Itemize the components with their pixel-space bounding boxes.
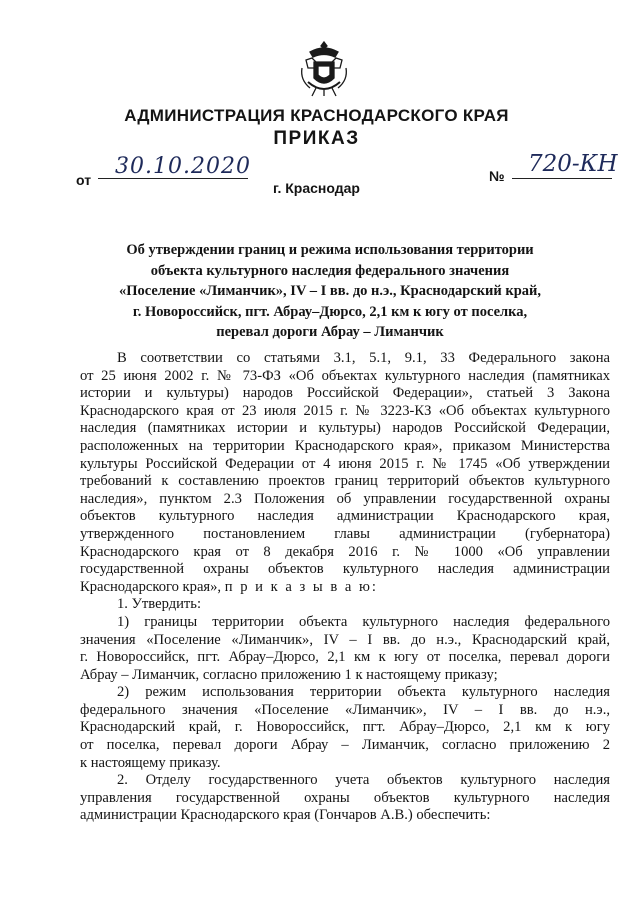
city-name: г. Краснодар: [273, 180, 360, 196]
order-word: п р и к а з ы в а ю:: [224, 578, 378, 595]
body-line: культуры Российской Федерации от 4 июня 2015 г. № 1745 «Об утверждении: [80, 455, 610, 472]
title-line: «Поселение «Лиманчик», IV – I вв. до н.э., Краснодарский край,: [118, 283, 542, 299]
preamble-end: Краснодарского края»,: [80, 578, 222, 595]
item-1-2-line: от поселка, перевал дороги Абрау – Лиманчик, согласно приложению 2: [80, 737, 610, 754]
order-body: [80, 350, 610, 825]
body-line: требований к составлению проектов границ территорий объектов культурного: [80, 473, 610, 490]
item-1-2-line: федерального значения «Поселение «Лиманчик», IV – I вв. до н.э.,: [80, 701, 610, 718]
item-1-1-line: Абрау – Лиманчик, согласно приложению 1 к настоящему приказу;: [80, 666, 498, 683]
number-value-handwritten: 720-КН: [528, 151, 618, 177]
document-type: ПРИКАЗ: [273, 128, 360, 149]
number-underline: [512, 178, 612, 179]
item-1-1-line: г. Новороссийск, пгт. Абрау–Дюрсо, 2,1 км к югу от поселка, перевал дороги: [80, 649, 610, 666]
title-line: Об утверждении границ и режима использования территории: [126, 242, 534, 258]
date-value-handwritten: 30.10.2020: [115, 154, 251, 179]
item-1-1-line: значения «Поселение «Лиманчик», IV – I вв. до н.э., Краснодарский край,: [80, 631, 610, 648]
body-line: объектов культурного наследия администрации Краснодарского края,: [80, 508, 610, 525]
body-line: от 25 июня 2002 г. № 73-ФЗ «Об объектах культурного наследия (памятниках: [80, 367, 610, 384]
body-line: наследия (памятниках истории и культуры) народов Российской Федерации,: [80, 420, 610, 437]
item-1-2-line: к настоящему приказу.: [80, 754, 221, 771]
body-line: наследия», пунктом 2.3 Положения об управлении государственной охраны: [80, 490, 610, 507]
number-label: №: [489, 168, 505, 184]
body-line: утвержденного постановлением главы администрации (губернатора): [80, 525, 610, 542]
item-2-line: 2. Отделу государственного учета объектов культурного наследия: [117, 772, 610, 789]
coat-of-arms-emblem: [296, 38, 352, 98]
item-1-1-line: 1) границы территории объекта культурного наследия федерального: [117, 613, 610, 630]
item-1-2-line: Краснодарский край, г. Новороссийск, пгт. Абрау–Дюрсо, 2,1 км к югу: [80, 719, 610, 736]
item-2-line: администрации Краснодарского края (Гончаров А.В.) обеспечить:: [80, 807, 491, 824]
title-line: объекта культурного наследия федерального значения: [150, 262, 510, 279]
body-line: Краснодарского края от 8 декабря 2016 г. № 1000 «Об управлении: [80, 543, 610, 560]
organization-name: АДМИНИСТРАЦИЯ КРАСНОДАРСКОГО КРАЯ: [124, 106, 509, 125]
body-line: расположенных на территории Краснодарского края», приказом Министерства: [80, 437, 610, 454]
item-1-heading: 1. Утвердить:: [117, 596, 202, 613]
order-title: [100, 240, 560, 343]
body-line: Краснодарского края от 23 июля 2015 г. № 3223-КЗ «Об объектах культурного: [80, 402, 610, 419]
item-1-2-line: 2) режим использования территории объекта культурного наследия: [117, 684, 610, 701]
item-2-line: управления государственной охраны объектов культурного наследия: [80, 789, 610, 806]
date-label: от: [76, 172, 92, 188]
title-line: перевал дороги Абрау – Лиманчик: [216, 324, 444, 340]
body-line: [80, 579, 610, 597]
body-line: истории и культуры) народов Российской Федерации», статьей 3 Закона: [80, 385, 610, 402]
body-line: В соответствии со статьями 3.1, 5.1, 9.1, 33 Федерального закона: [117, 350, 610, 366]
title-line: г. Новороссийск, пгт. Абрау–Дюрсо, 2,1 км к югу от поселка,: [132, 303, 528, 320]
body-line: государственной охраны объектов культурного наследия администрации: [80, 561, 610, 578]
